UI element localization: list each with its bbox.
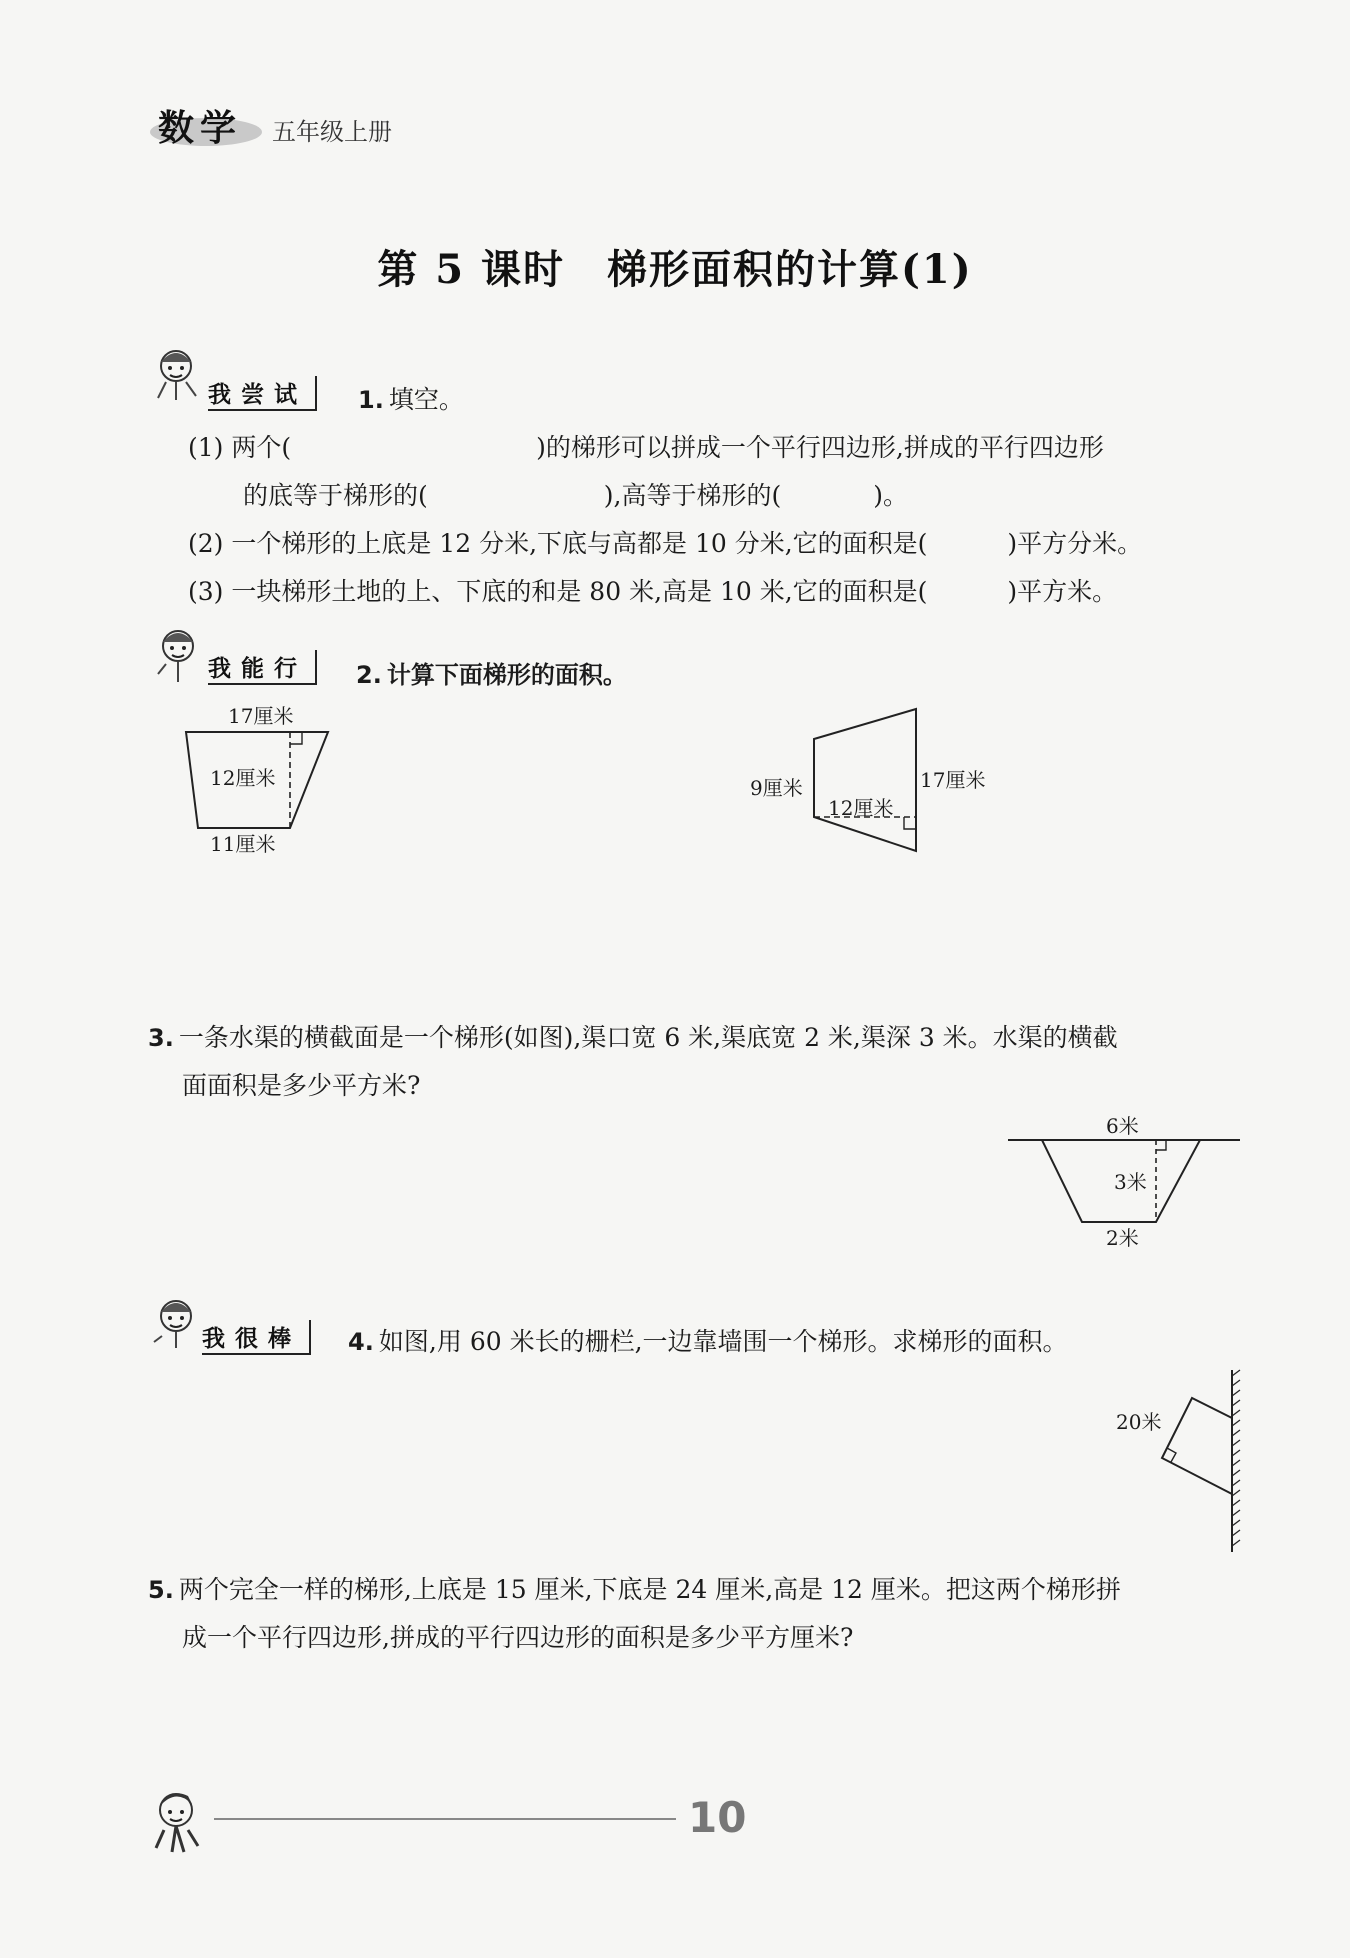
- q1-sub1b-suffix: )。: [873, 481, 908, 510]
- lesson-title: 第 5 课时 梯形面积的计算(1): [377, 246, 973, 293]
- q3-top-label: 6米: [1106, 1114, 1139, 1138]
- q2-text: 计算下面梯形的面积。: [386, 661, 627, 689]
- q3-depth-label: 3米: [1114, 1170, 1147, 1194]
- q4-text: 如图,用 60 米长的栅栏,一边靠墙围一个梯形。求梯形的面积。: [378, 1327, 1068, 1356]
- q1-sub1-prefix: (1) 两个(: [188, 433, 292, 462]
- q1-sub2-prefix: (2) 一个梯形的上底是 12 分米,下底与高都是 10 分米,它的面积是(: [188, 529, 928, 558]
- girl-mascot-icon: [150, 1294, 202, 1350]
- q2-header: [356, 655, 627, 690]
- footer-rule: [214, 1818, 676, 1820]
- q1-sub3-suffix: )平方米。: [1007, 577, 1118, 606]
- q1-number: 1.: [358, 386, 384, 414]
- header-subject: 数学: [158, 108, 243, 149]
- q1-sub2-suffix: )平方分米。: [1007, 529, 1143, 558]
- page-number: 10: [688, 1793, 747, 1842]
- q4-side-label: 20米: [1116, 1410, 1162, 1434]
- q1-sub1-line2: [243, 476, 908, 512]
- section-badge-can: 我能行: [208, 650, 317, 685]
- q2-fig2-right-label: 17厘米: [920, 768, 986, 792]
- q1-sub3: [188, 572, 1117, 608]
- q1-text: 填空。: [388, 385, 464, 414]
- q1-sub1b-prefix: 的底等于梯形的(: [243, 481, 428, 510]
- q2-fig1-bottom-label: 11厘米: [210, 832, 276, 856]
- girl-mascot-icon: [152, 624, 204, 684]
- girl-mascot-icon: [148, 344, 204, 404]
- q1-sub1-line1: [188, 428, 1104, 464]
- section-badge-great: 我很棒: [202, 1320, 311, 1355]
- q3-line1: [148, 1018, 1118, 1054]
- header-grade: 五年级上册: [272, 118, 392, 146]
- q1-sub3-prefix: (3) 一块梯形土地的上、下底的和是 80 米,高是 10 米,它的面积是(: [188, 577, 928, 606]
- q2-trapezoid-2: [810, 705, 930, 855]
- q1-sub1b-mid: ),高等于梯形的(: [603, 481, 782, 510]
- section-badge-try: 我尝试: [208, 376, 317, 411]
- boy-mascot-icon: [142, 1786, 212, 1856]
- q5-number: 5.: [148, 1576, 174, 1604]
- q4-header: [348, 1322, 1068, 1358]
- q3-text-line2: 面面积是多少平方米?: [182, 1071, 421, 1100]
- q1-sub1-suffix: )的梯形可以拼成一个平行四边形,拼成的平行四边形: [536, 433, 1104, 462]
- q5-text-line2: 成一个平行四边形,拼成的平行四边形的面积是多少平方厘米?: [182, 1623, 854, 1652]
- q5-line1: [148, 1570, 1121, 1606]
- q2-fig2-height-label: 12厘米: [828, 796, 894, 820]
- q4-fence-figure: [1150, 1366, 1250, 1556]
- q5-text-line1: 两个完全一样的梯形,上底是 15 厘米,下底是 24 厘米,高是 12 厘米。把这两个梯形拼: [178, 1575, 1121, 1604]
- q3-text-line1: 一条水渠的横截面是一个梯形(如图),渠口宽 6 米,渠底宽 2 米,渠深 3 米。水渠的横截: [178, 1023, 1118, 1052]
- q1-sub2: [188, 524, 1142, 560]
- q2-fig1-height-label: 12厘米: [210, 766, 276, 790]
- q2-number: 2.: [356, 661, 382, 689]
- q2-fig1-top-label: 17厘米: [228, 704, 294, 728]
- q3-bottom-label: 2米: [1106, 1226, 1139, 1250]
- q2-fig2-left-label: 9厘米: [750, 776, 803, 800]
- q1-header: [358, 380, 464, 416]
- q3-number: 3.: [148, 1024, 174, 1052]
- q4-number: 4.: [348, 1328, 374, 1356]
